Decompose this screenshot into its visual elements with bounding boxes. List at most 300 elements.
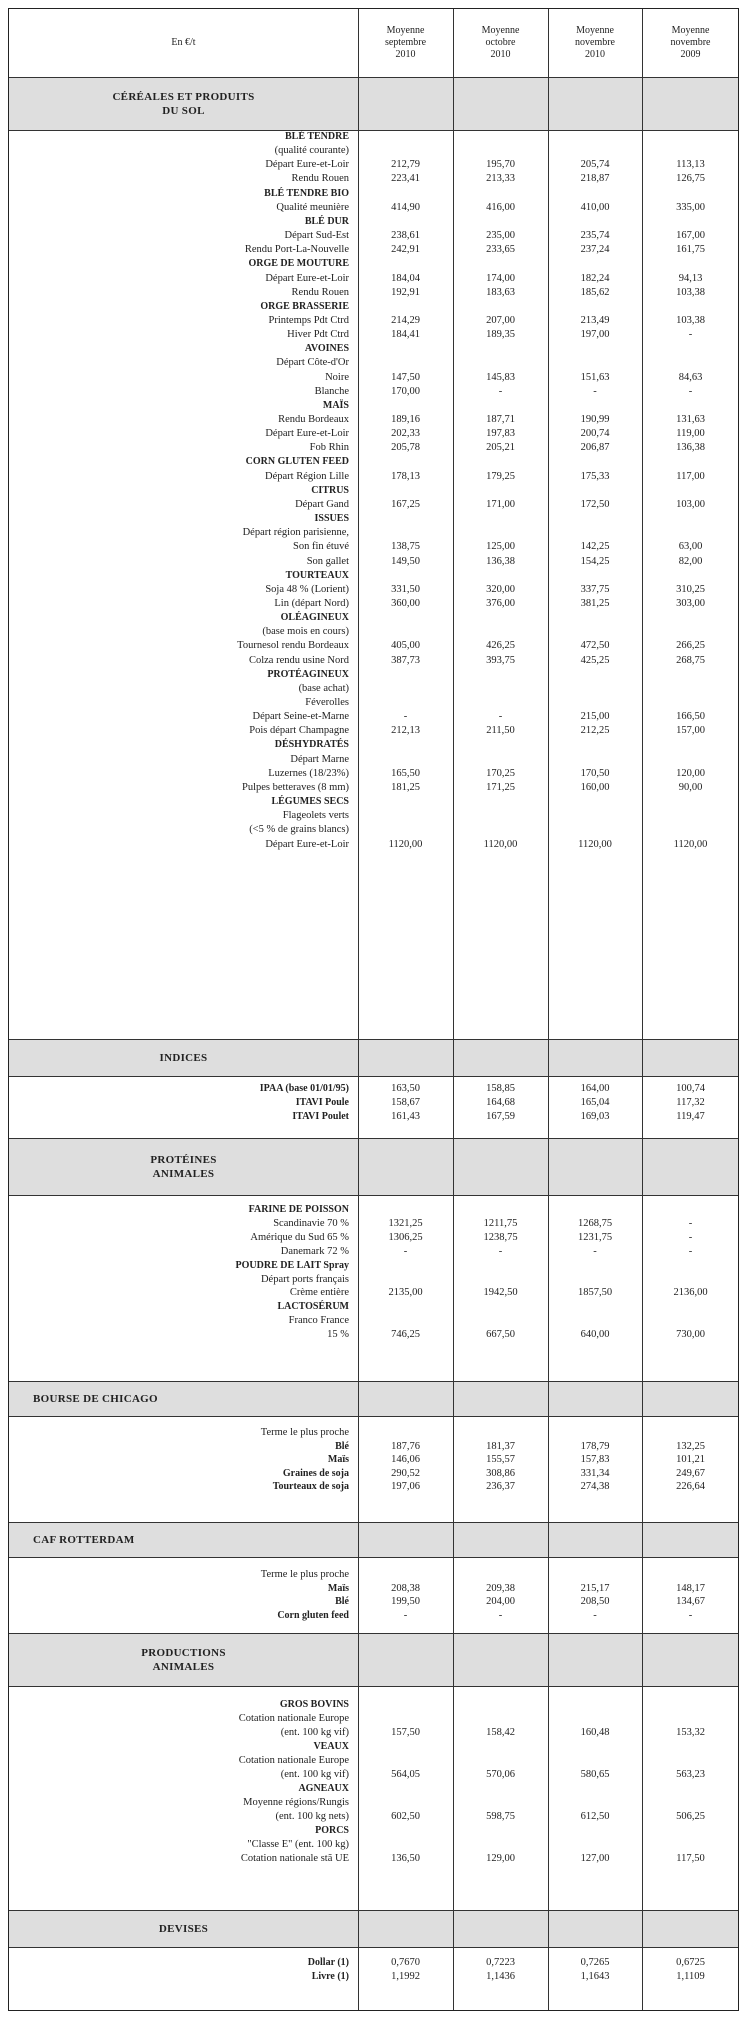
table-cell: 136,38: [676, 442, 705, 454]
table-cell: -: [403, 1245, 408, 1257]
table-cell: 182,24: [580, 272, 610, 284]
row-label: Flageolets verts: [282, 810, 349, 822]
table-cell: 238,61: [391, 230, 420, 242]
row-label: Moyenne régions/Rungis: [243, 1797, 349, 1808]
table-cell: 129,00: [486, 1853, 515, 1864]
table-cell: 570,06: [486, 1769, 515, 1780]
row-group-label: Dollar (1): [307, 1957, 349, 1968]
table-cell: 1120,00: [483, 838, 518, 850]
section-title: CÉRÉALES ET PRODUITS DU SOL: [112, 91, 255, 117]
table-cell: 1,1643: [580, 1970, 610, 1982]
row-label: Départ Gand: [295, 498, 349, 510]
price-table: [8, 8, 739, 2011]
column-header-nov-2009: Moyenne novembre 2009: [670, 25, 711, 60]
table-cell: 337,75: [580, 583, 610, 595]
table-cell: -: [403, 1609, 408, 1621]
row-label: Départ Seine-et-Marne: [252, 711, 349, 723]
table-cell: 214,29: [391, 314, 420, 326]
section-title: BOURSE DE CHICAGO: [33, 1393, 158, 1405]
table-cell: 746,25: [391, 1329, 420, 1341]
column-header-nov-2010: Moyenne novembre 2010: [575, 25, 615, 60]
row-label: Départ Marne: [290, 753, 349, 765]
table-cell: 212,25: [580, 725, 610, 737]
table-cell: 730,00: [676, 1329, 705, 1341]
table-cell: 163,50: [391, 1083, 420, 1094]
row-label: Rendu Rouen: [291, 173, 349, 185]
table-cell: 242,91: [391, 244, 420, 256]
table-cell: 667,50: [486, 1329, 515, 1341]
row-label: Printemps Pdt Ctrd: [268, 314, 349, 326]
row-label: Départ Eure-et-Loir: [265, 428, 349, 440]
table-cell: 113,13: [676, 159, 705, 171]
table-cell: 206,87: [580, 442, 610, 454]
table-cell: 235,00: [486, 230, 515, 242]
table-cell: 1,1992: [391, 1970, 420, 1982]
table-cell: 187,71: [486, 414, 515, 425]
table-cell: 117,32: [676, 1097, 705, 1109]
table-cell: 381,25: [580, 597, 610, 609]
table-cell: 0,6725: [676, 1957, 705, 1968]
table-cell: 125,00: [486, 541, 515, 553]
table-cell: 101,21: [676, 1454, 705, 1466]
row-group-label: Maïs: [327, 1582, 349, 1594]
table-cell: 178,79: [580, 1440, 610, 1452]
row-label: Soja 48 % (Lorient): [265, 583, 349, 595]
table-cell: 131,63: [676, 414, 705, 425]
table-cell: 136,38: [486, 555, 515, 567]
table-cell: -: [593, 385, 597, 397]
table-cell: 166,50: [676, 711, 705, 723]
row-label: (<5 % de grains blancs): [249, 824, 349, 836]
table-cell: 249,67: [676, 1467, 705, 1479]
row-label: Blanche: [314, 385, 349, 397]
table-cell: 200,74: [580, 428, 610, 440]
row-group-label: LACTOSÉRUM: [277, 1301, 349, 1313]
row-label: Son fin étuvé: [293, 541, 349, 553]
table-cell: 580,65: [580, 1769, 610, 1780]
table-cell: 189,16: [391, 414, 420, 425]
table-cell: 181,37: [486, 1440, 515, 1452]
table-cell: 235,74: [580, 230, 610, 242]
table-cell: 117,00: [676, 470, 705, 482]
table-cell: 158,67: [391, 1097, 420, 1109]
row-label: Pulpes betteraves (8 mm): [241, 781, 349, 793]
table-cell: 153,32: [676, 1727, 705, 1738]
row-group-label: MAÏS: [322, 399, 349, 411]
table-cell: 165,04: [580, 1097, 610, 1109]
table-cell: 564,05: [391, 1769, 420, 1780]
table-cell: 63,00: [678, 541, 703, 553]
row-group-label: Corn gluten feed: [277, 1609, 349, 1621]
table-cell: 195,70: [486, 159, 515, 171]
table-cell: -: [498, 1609, 503, 1621]
table-cell: 1268,75: [577, 1217, 613, 1229]
table-cell: 233,65: [486, 244, 515, 256]
table-cell: 169,03: [580, 1111, 610, 1123]
table-cell: 223,41: [391, 173, 420, 185]
table-cell: 414,90: [391, 201, 420, 213]
row-label: Scandinavie 70 %: [273, 1217, 349, 1229]
table-cell: 184,41: [391, 329, 420, 341]
row-label: Départ Région Lille: [265, 470, 349, 482]
column-divider: [548, 9, 549, 2010]
table-cell: 212,13: [391, 725, 420, 737]
table-cell: 212,79: [391, 159, 420, 171]
section-band-divider: [9, 1947, 738, 1948]
table-cell: 215,00: [580, 711, 610, 723]
table-cell: 170,50: [580, 767, 610, 779]
table-cell: 1120,00: [578, 838, 612, 850]
table-cell: 126,75: [676, 173, 705, 185]
table-cell: 215,17: [580, 1582, 610, 1594]
table-cell: 1942,50: [483, 1287, 518, 1299]
table-cell: 167,25: [391, 498, 420, 510]
table-cell: 205,74: [580, 159, 610, 171]
section-title: PRODUCTIONS ANIMALES: [141, 1647, 226, 1673]
table-cell: 1120,00: [673, 838, 708, 850]
section-title: DEVISES: [158, 1923, 209, 1935]
section-band-divider: [9, 1557, 738, 1558]
table-cell: 187,76: [391, 1440, 420, 1452]
row-group-label: DÉSHYDRATÉS: [274, 739, 349, 751]
unit-label: En €/t: [171, 37, 196, 48]
table-cell: 209,38: [486, 1582, 515, 1594]
table-cell: 190,99: [580, 414, 610, 425]
row-label: (base achat): [298, 682, 349, 694]
column-divider: [642, 9, 643, 2010]
row-group-label: ORGE BRASSERIE: [260, 300, 349, 312]
row-group-label: Blé: [335, 1596, 349, 1608]
table-cell: 308,86: [486, 1467, 515, 1479]
table-cell: -: [688, 329, 693, 341]
table-cell: 236,37: [486, 1481, 515, 1493]
table-cell: 1306,25: [388, 1231, 423, 1243]
row-label: Départ Eure-et-Loir: [265, 159, 349, 171]
row-label: Hiver Pdt Ctrd: [287, 329, 349, 341]
table-cell: -: [593, 1609, 597, 1621]
table-cell: 204,00: [486, 1596, 515, 1608]
row-label: Amérique du Sud 65 %: [250, 1231, 349, 1243]
row-group-label: ITAVI Poule: [295, 1097, 349, 1109]
row-label: Terme le plus proche: [260, 1569, 349, 1580]
table-cell: 165,50: [391, 767, 420, 779]
table-cell: 146,06: [391, 1454, 420, 1466]
table-cell: 213,49: [580, 314, 610, 326]
table-cell: 640,00: [580, 1329, 610, 1341]
row-label: Colza rendu usine Nord: [248, 654, 349, 666]
table-cell: 132,25: [676, 1440, 705, 1452]
table-cell: 472,50: [580, 640, 610, 652]
table-cell: 410,00: [580, 201, 610, 213]
table-cell: 226,64: [676, 1481, 705, 1493]
table-cell: 268,75: [676, 654, 705, 666]
section-title: PROTÉINES ANIMALES: [150, 1154, 217, 1180]
row-group-label: Blé: [335, 1440, 349, 1452]
section-title: INDICES: [159, 1052, 208, 1064]
table-cell: 360,00: [391, 597, 420, 609]
table-cell: 184,04: [391, 272, 420, 284]
table-cell: 174,00: [486, 272, 515, 284]
table-cell: 161,75: [676, 244, 705, 256]
row-label: (base mois en cours): [262, 626, 349, 638]
table-cell: 100,74: [676, 1083, 705, 1094]
table-cell: 1857,50: [577, 1287, 613, 1299]
row-label: Fob Rhin: [309, 442, 349, 454]
column-divider: [358, 9, 359, 2010]
row-label: "Classe E" (ent. 100 kg): [247, 1839, 349, 1850]
row-group-label: Tourteaux de soja: [272, 1481, 349, 1493]
row-group-label: GROS BOVINS: [279, 1699, 349, 1710]
table-cell: -: [688, 385, 693, 397]
row-group-label: LÉGUMES SECS: [271, 796, 349, 808]
table-cell: 0,7670: [391, 1957, 420, 1968]
row-label: (ent. 100 kg vif): [280, 1769, 349, 1780]
row-group-label: VEAUX: [313, 1741, 349, 1752]
table-cell: 155,57: [486, 1454, 515, 1466]
table-cell: -: [688, 1231, 693, 1243]
table-cell: 103,00: [676, 498, 705, 510]
row-group-label: PROTÉAGINEUX: [267, 668, 349, 680]
row-group-label: Graines de soja: [282, 1467, 349, 1479]
table-cell: 274,38: [580, 1481, 610, 1493]
column-header-oct-2010: Moyenne octobre 2010: [481, 25, 520, 60]
section-band-divider: [9, 1195, 738, 1196]
table-cell: 205,78: [391, 442, 420, 454]
row-label: Féverolles: [305, 697, 349, 708]
table-cell: 157,50: [391, 1727, 420, 1738]
table-cell: 1321,25: [388, 1217, 423, 1229]
row-label: Cotation nationale Europe: [238, 1713, 349, 1724]
row-group-label: PORCS: [315, 1825, 349, 1836]
row-group-label: ITAVI Poulet: [292, 1111, 349, 1123]
row-label: Départ ports français: [260, 1273, 349, 1285]
row-label: Rendu Rouen: [291, 286, 349, 298]
table-cell: 0,7265: [580, 1957, 610, 1968]
table-cell: 164,68: [486, 1097, 515, 1109]
row-label: (qualité courante): [274, 145, 349, 157]
table-cell: 170,25: [486, 767, 515, 779]
table-cell: 207,00: [486, 314, 515, 326]
row-label: Son gallet: [306, 555, 349, 567]
section-band-divider: [9, 1686, 738, 1687]
table-cell: 94,13: [678, 272, 703, 284]
row-group-label: BLÉ TENDRE: [284, 131, 349, 142]
table-cell: 208,38: [391, 1582, 420, 1594]
row-group-label: Maïs: [327, 1454, 349, 1466]
row-label: Cotation nationale stã UE: [240, 1853, 349, 1864]
table-cell: 157,83: [580, 1454, 610, 1466]
table-cell: 405,00: [391, 640, 420, 652]
column-header-sep-2010: Moyenne septembre 2010: [384, 25, 427, 60]
row-label: 15 %: [327, 1329, 349, 1341]
row-label: Rendu Bordeaux: [278, 414, 349, 425]
table-cell: -: [688, 1217, 693, 1229]
table-cell: 199,50: [391, 1596, 420, 1608]
table-cell: 303,00: [676, 597, 705, 609]
table-cell: 84,63: [678, 371, 703, 383]
table-cell: 218,87: [580, 173, 610, 185]
row-group-label: BLÉ TENDRE BIO: [264, 187, 349, 199]
row-group-label: FARINE DE POISSON: [248, 1204, 349, 1215]
table-cell: 167,00: [676, 230, 705, 242]
table-cell: 208,50: [580, 1596, 610, 1608]
table-cell: 331,50: [391, 583, 420, 595]
table-cell: 506,25: [676, 1811, 705, 1822]
table-cell: 602,50: [391, 1811, 420, 1822]
table-cell: 147,50: [391, 371, 420, 383]
table-cell: 1,1436: [486, 1970, 515, 1982]
table-cell: 103,38: [676, 314, 705, 326]
table-cell: 178,13: [391, 470, 420, 482]
table-cell: 266,25: [676, 640, 705, 652]
column-divider: [453, 9, 454, 2010]
table-cell: 426,25: [486, 640, 515, 652]
table-cell: 183,63: [486, 286, 515, 298]
table-cell: 237,24: [580, 244, 610, 256]
row-label: Tournesol rendu Bordeaux: [237, 640, 349, 652]
row-group-label: CORN GLUTEN FEED: [245, 456, 349, 468]
row-group-label: AVOINES: [304, 343, 349, 355]
table-cell: 127,00: [580, 1853, 610, 1864]
section-band-divider: [9, 1416, 738, 1417]
table-cell: 161,43: [391, 1111, 420, 1123]
row-label: Départ Eure-et-Loir: [265, 838, 349, 850]
row-group-label: Livre (1): [311, 1970, 349, 1982]
table-cell: 612,50: [580, 1811, 610, 1822]
table-cell: 160,00: [580, 781, 610, 793]
row-group-label: AGNEAUX: [298, 1783, 349, 1794]
section-title: CAF ROTTERDAM: [33, 1534, 135, 1546]
row-label: Pois départ Champagne: [249, 725, 349, 737]
table-cell: -: [688, 1245, 693, 1257]
row-group-label: ISSUES: [314, 513, 349, 525]
table-cell: 197,00: [580, 329, 610, 341]
table-cell: 145,83: [486, 371, 515, 383]
table-cell: 158,85: [486, 1083, 515, 1094]
table-cell: 181,25: [391, 781, 420, 793]
table-cell: -: [688, 1609, 693, 1621]
table-cell: 119,00: [676, 428, 705, 440]
table-cell: 0,7223: [486, 1957, 515, 1968]
table-cell: 598,75: [486, 1811, 515, 1822]
row-label: Cotation nationale Europe: [238, 1755, 349, 1766]
table-cell: 170,00: [391, 385, 420, 397]
table-cell: 148,17: [676, 1582, 705, 1594]
table-cell: 320,00: [486, 583, 515, 595]
table-cell: 90,00: [678, 781, 703, 793]
table-cell: 167,59: [486, 1111, 515, 1123]
table-cell: -: [498, 711, 503, 723]
table-cell: 142,25: [580, 541, 610, 553]
table-cell: 2136,00: [673, 1287, 708, 1299]
table-cell: 197,83: [486, 428, 515, 440]
row-label: Franco France: [288, 1315, 349, 1327]
table-cell: 103,38: [676, 286, 705, 298]
row-label: Départ région parisienne,: [242, 527, 349, 539]
row-group-label: TOURTEAUX: [285, 569, 349, 581]
row-group-label: ORGE DE MOUTURE: [248, 258, 349, 270]
table-cell: 1238,75: [483, 1231, 518, 1243]
table-cell: 310,25: [676, 583, 705, 595]
table-cell: 425,25: [580, 654, 610, 666]
table-cell: 202,33: [391, 428, 420, 440]
row-label: Qualité meunière: [276, 201, 349, 213]
row-label: Départ Sud-Est: [284, 230, 349, 242]
row-label: Départ Eure-et-Loir: [265, 272, 349, 284]
table-cell: 376,00: [486, 597, 515, 609]
table-cell: 205,21: [486, 442, 515, 454]
table-cell: 416,00: [486, 201, 515, 213]
row-group-label: POUDRE DE LAIT Spray: [235, 1259, 349, 1271]
table-cell: 2135,00: [388, 1287, 423, 1299]
table-cell: 393,75: [486, 654, 515, 666]
table-cell: 331,34: [580, 1467, 610, 1479]
table-cell: 120,00: [676, 767, 705, 779]
table-cell: 157,00: [676, 725, 705, 737]
table-cell: 197,06: [391, 1481, 420, 1493]
table-cell: 192,91: [391, 286, 420, 298]
table-cell: 179,25: [486, 470, 515, 482]
table-cell: 335,00: [676, 201, 705, 213]
row-label: Crème entière: [289, 1287, 349, 1299]
table-cell: 211,50: [486, 725, 515, 737]
table-cell: 171,00: [486, 498, 515, 510]
table-cell: 1211,75: [483, 1217, 518, 1229]
table-cell: 189,35: [486, 329, 515, 341]
table-cell: 1120,00: [388, 838, 423, 850]
row-group-label: CITRUS: [311, 484, 349, 496]
table-cell: 82,00: [678, 555, 703, 567]
row-label: Luzernes (18/23%): [268, 767, 349, 779]
section-band-divider: [9, 1076, 738, 1077]
table-cell: 172,50: [580, 498, 610, 510]
row-group-label: OLÉAGINEUX: [280, 612, 349, 624]
table-cell: 563,23: [676, 1769, 705, 1780]
table-cell: 160,48: [580, 1727, 610, 1738]
table-cell: 134,67: [676, 1596, 705, 1608]
table-cell: 119,47: [676, 1111, 705, 1123]
row-group-label: IPAA (base 01/01/95): [259, 1083, 349, 1094]
table-cell: 213,33: [486, 173, 515, 185]
table-cell: 158,42: [486, 1727, 515, 1738]
table-cell: -: [593, 1245, 597, 1257]
table-cell: 136,50: [391, 1853, 420, 1864]
table-cell: 138,75: [391, 541, 420, 553]
table-cell: 151,63: [580, 371, 610, 383]
table-cell: 1,1109: [676, 1970, 705, 1982]
table-cell: 164,00: [580, 1083, 610, 1094]
row-label: Départ Côte-d'Or: [276, 357, 349, 369]
table-cell: -: [498, 385, 503, 397]
row-label: Noire: [325, 371, 349, 383]
row-label: Danemark 72 %: [280, 1245, 349, 1257]
table-cell: 154,25: [580, 555, 610, 567]
row-label: (ent. 100 kg vif): [280, 1727, 349, 1738]
table-cell: -: [498, 1245, 503, 1257]
row-label: Rendu Port-La-Nouvelle: [244, 244, 349, 256]
table-cell: 175,33: [580, 470, 610, 482]
table-cell: 387,73: [391, 654, 420, 666]
table-cell: -: [403, 711, 408, 723]
table-cell: 1231,75: [577, 1231, 613, 1243]
row-label: Terme le plus proche: [260, 1427, 349, 1438]
row-label: Lin (départ Nord): [274, 597, 349, 609]
table-cell: 171,25: [486, 781, 515, 793]
row-label: (ent. 100 kg nets): [275, 1811, 349, 1822]
row-group-label: BLÉ DUR: [304, 215, 349, 227]
table-cell: 149,50: [391, 555, 420, 567]
table-cell: 290,52: [391, 1467, 420, 1479]
